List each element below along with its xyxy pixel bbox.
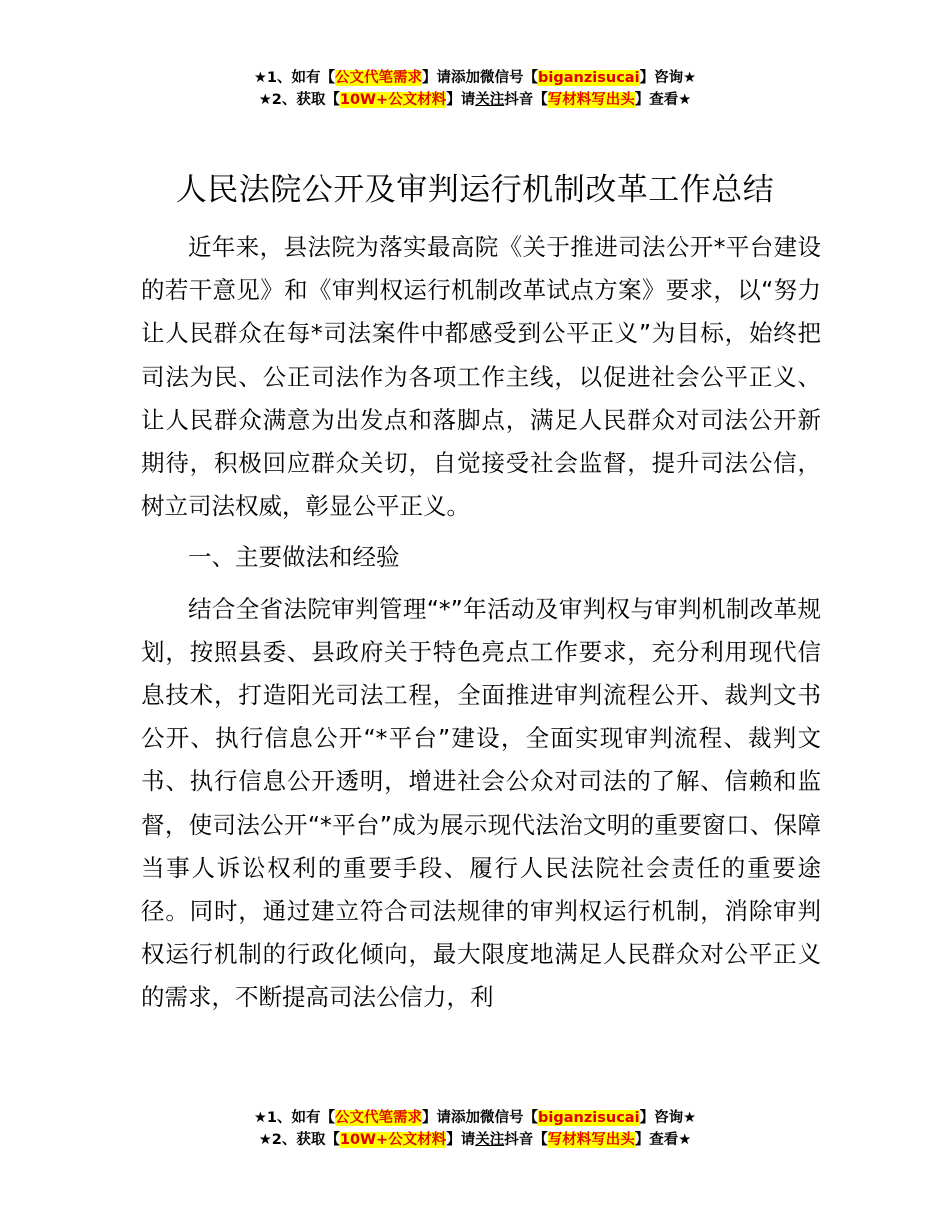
promo-highlight: 10W+公文材料 [339,1132,447,1148]
promo-line-1 [0,67,950,89]
document-title: 人民法院公开及审判运行机制改革工作总结 [175,172,775,208]
paragraph-intro: 近年来，县法院为落实最高院《关于推进司法公开*平台建设的若干意见》和《审判权运行机制改革试点方案》要求，以“努力让人民群众在每*司法案件中都感受到公平正义”为目标，始终把司法为民、公正司法作为各项工作主线，以促进社会公平正义、让人民群众满意为出发点和落脚点，满足人民群众对司法公开新期待，积极回应群众关切，自觉接受社会监督，提升司法公信，树立司法权威，彰显公平正义。 [141,233,821,521]
promo-text: 】查看★ [634,1132,692,1148]
document-body [141,226,821,1020]
wechat-id-highlight: biganzisucai [538,70,640,86]
section-heading: 一、主要做法和经验 [188,543,400,572]
promo-text: 】请添加微信号【 [422,1110,539,1126]
promo-line-2 [0,89,950,111]
promo-text: ★1、如有【 [253,1110,336,1126]
promo-text: 抖音【 [504,92,548,108]
promo-underline: 关注 [475,92,505,108]
promo-text: ★2、获取【 [258,1132,340,1148]
promo-text: ★1、如有【 [253,70,336,86]
promo-highlight: 10W+公文材料 [339,92,447,108]
promo-highlight: 写材料写出头 [547,1132,635,1148]
promo-line-2 [0,1129,950,1151]
promo-text: 】咨询★ [639,70,697,86]
promo-highlight: 公文代笔需求 [335,70,423,86]
promo-line-1 [0,1107,950,1129]
promo-underline: 关注 [475,1132,505,1148]
promo-highlight: 写材料写出头 [547,92,635,108]
promo-banner-top [0,67,950,111]
promo-text: 】咨询★ [639,1110,697,1126]
promo-text: ★2、获取【 [258,92,340,108]
paragraph-practices: 结合全省法院审判管理“*”年活动及审判权与审判机制改革规划，按照县委、县政府关于特色亮点工作要求，充分利用现代信息技术，打造阳光司法工程，全面推进审判流程公开、裁判文书公开、执行信息公开“*平台”建设，全面实现审判流程、裁判文书、执行信息公开透明，增进社会公众对司法的了解、信赖和监督，使司法公开“*平台”成为展示现代法治文明的重要窗口、保障当事人诉讼权利的重要手段、履行人民法院社会责任的重要途径。同时，通过建立符合司法规律的审判权运行机制，消除审判权运行机制的行政化倾向，最大限度地满足人民群众对公平正义的需求，不断提高司法公信力，利 [141,594,821,1012]
promo-banner-bottom [0,1107,950,1151]
promo-text: 】查看★ [634,92,692,108]
promo-text: 抖音【 [504,1132,548,1148]
promo-text: 】请添加微信号【 [422,70,539,86]
wechat-id-highlight: biganzisucai [538,1110,640,1126]
promo-text: 】请 [446,1132,476,1148]
promo-highlight: 公文代笔需求 [335,1110,423,1126]
promo-text: 】请 [446,92,476,108]
